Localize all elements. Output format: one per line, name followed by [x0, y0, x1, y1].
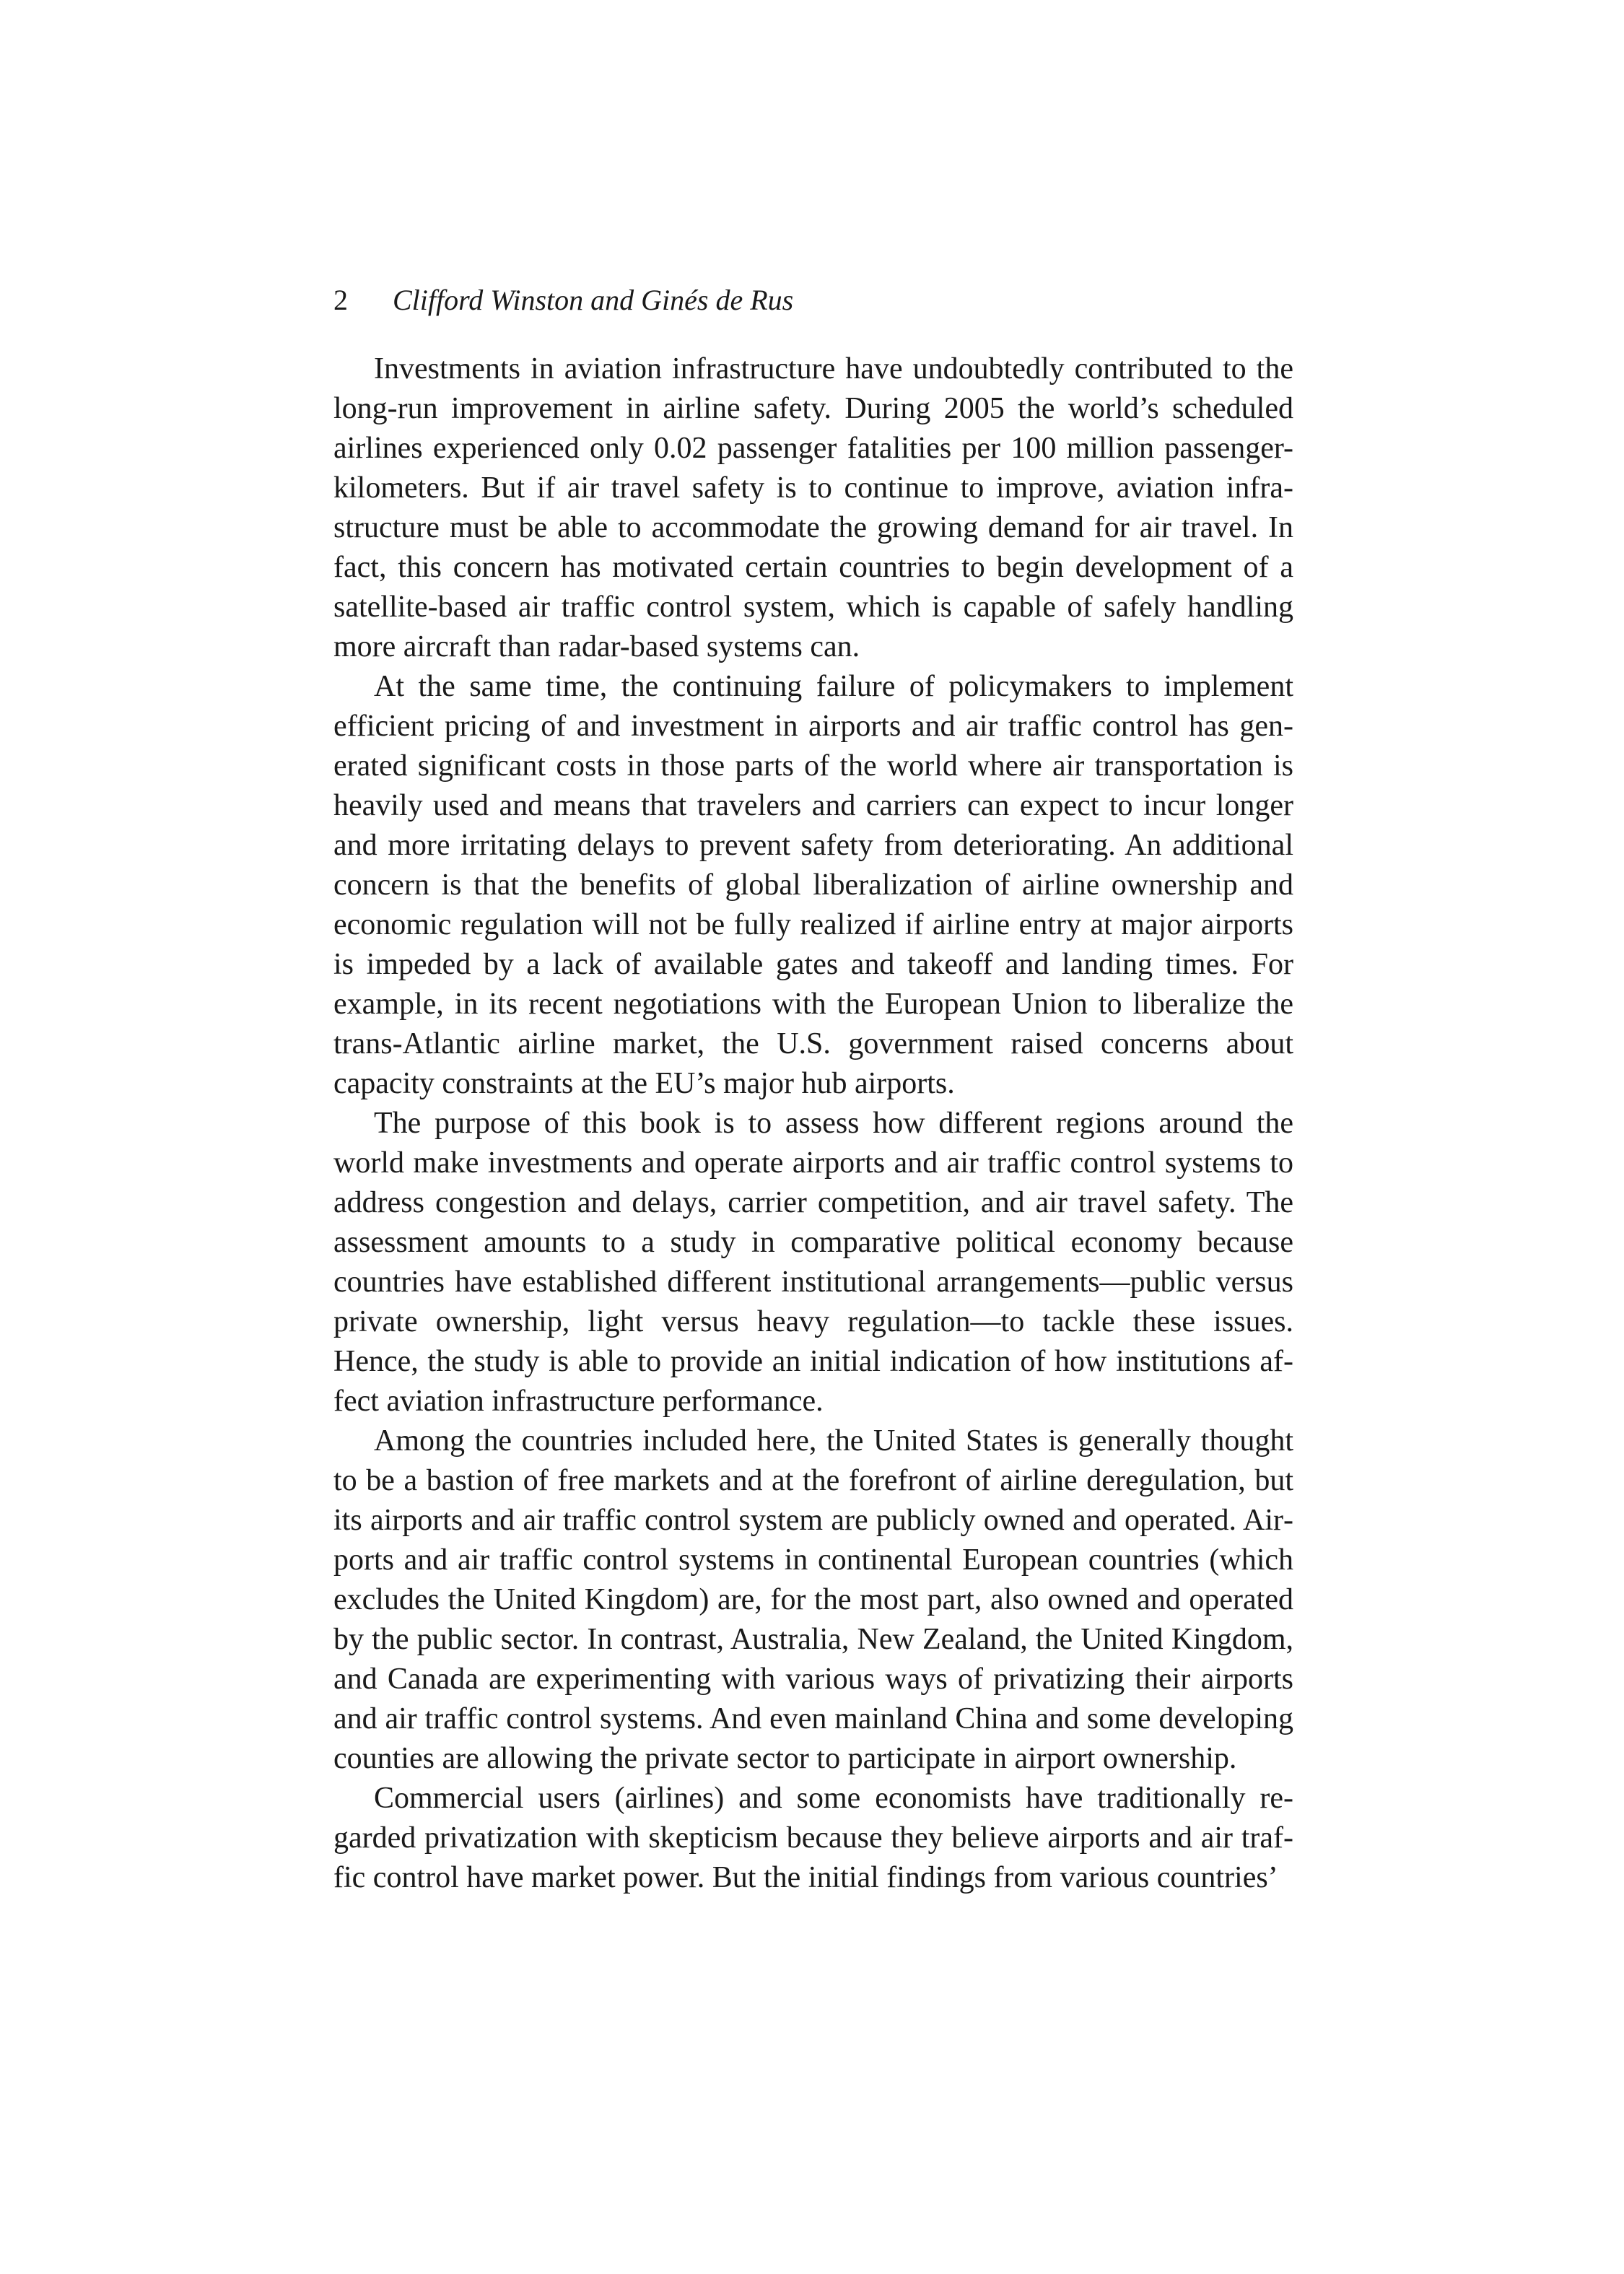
paragraph-2: At the same time, the continuing failure of policymakers to implement efficient pricing of and investment in airports and air traffic control has generated significant costs in those parts of the world where air transportation is heavily used and means that travelers and carriers can expect to incur longer and more irritating delays to prevent safety from deteriorating. An additional concern is that the benefits of global liberalization of airline ownership and economic regulation will not be fully realized if airline entry at major airports is impeded by a lack of available gates and takeoff and landing times. For example, in its recent negotiations with the European Union to liberalize the trans-Atlantic airline market, the U.S. government raised concerns about capacity constraints at the EU’s major hub airports. — [333, 670, 1293, 1100]
paragraph-4: Among the countries included here, the United States is generally thought to be a bastion of free markets and at the forefront of airline deregulation, but its airports and air traffic control system are publicly owned and operated. Airports and air traffic control systems in continental European countries (which excludes the United Kingdom) are, for the most part, also owned and operated by the public sector. In contrast, Australia, New Zealand, the United Kingdom, and Canada are experimenting with various ways of privatizing their airports and air traffic control systems. And even mainland China and some developing counties are allowing the private sector to participate in airport ownership. — [333, 1424, 1293, 1775]
page-number: 2 — [333, 284, 348, 316]
paragraph-1: Investments in aviation infrastructure have undoubtedly contributed to the long-run improvement in airline safety. During 2005 the world’s scheduled airlines experienced only 0.02 passenger fatalities per 100 million passenger-kilometers. But if air travel safety is to continue to improve, aviation infrastructure must be able to accommodate the growing demand for air travel. In fact, this concern has motivated certain countries to begin development of a satellite-based air traffic control system, which is capable of safely handling more aircraft than radar-based systems can. — [333, 352, 1293, 663]
running-head-authors: Clifford Winston and Ginés de Rus — [393, 284, 794, 316]
paragraph-5: Commercial users (airlines) and some economists have traditionally regarded privatization with skepticism because they believe airports and air traffic control have market power. But the initial findings from various countries’ — [333, 1782, 1293, 1894]
paragraph-3: The purpose of this book is to assess how different regions around the world make investments and operate airports and air traffic control systems to address congestion and delays, carrier competition, and air travel safety. The assessment amounts to a study in comparative political economy because countries have established different institutional arrangements—public versus private ownership, light versus heavy regulation—to tackle these issues. Hence, the study is able to provide an initial indication of how institutions affect aviation infrastructure performance. — [333, 1107, 1293, 1418]
running-head — [333, 283, 793, 317]
body-text — [333, 349, 1293, 1898]
